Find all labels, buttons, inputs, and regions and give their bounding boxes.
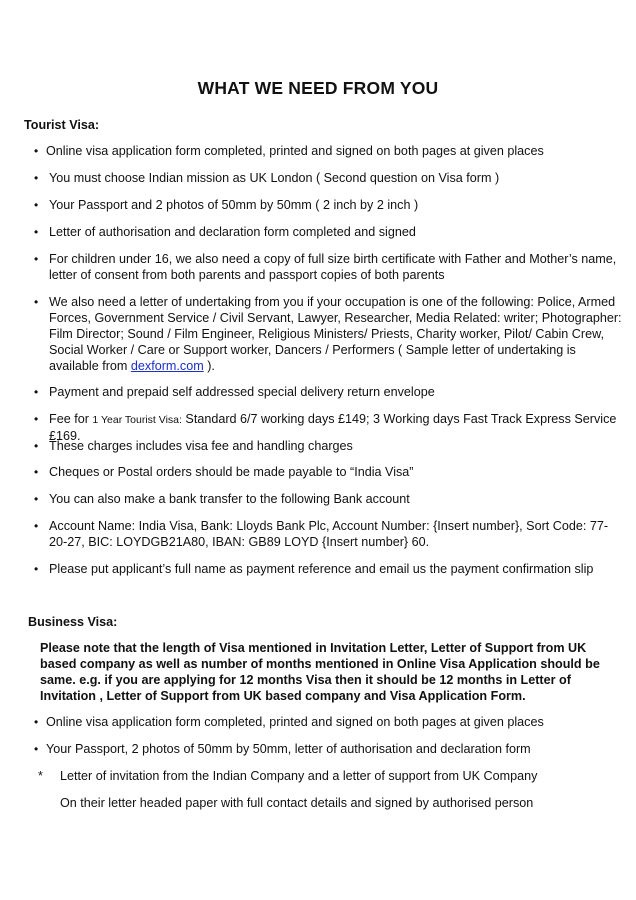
bullet-icon: • <box>34 295 39 309</box>
bullet-icon: • <box>34 465 39 479</box>
bullet-icon: • <box>34 742 39 756</box>
bullet-icon: • <box>34 519 39 533</box>
list-item-bank: • Account Name: India Visa, Bank: Lloyds Bank Plc, Account Number: {Insert number}, Sort Code: 77-20-27, BIC: LOYDGB21A80, IBAN: GB89 LOYD {Insert number} 60. <box>34 519 609 549</box>
bullet-icon: • <box>34 252 39 266</box>
list-item: • Payment and prepaid self addressed special delivery return envelope <box>34 385 435 399</box>
tourist-visa-heading: Tourist Visa: <box>24 118 100 132</box>
list-item: • Online visa application form completed, printed and signed on both pages at given places <box>34 144 544 158</box>
page-title: WHAT WE NEED FROM YOU <box>197 78 439 98</box>
bullet-icon: • <box>34 412 39 426</box>
bullet-icon: • <box>34 562 39 576</box>
list-item: • For children under 16, we also need a copy of full size birth certificate with Father and Mother’s name, letter of consent from both parents and passport copies of both parents <box>34 252 617 282</box>
invitation-note: On their letter headed paper with full contact details and signed by authorised person <box>60 796 534 810</box>
bullet-icon: • <box>34 144 39 158</box>
list-item: • Letter of authorisation and declaration form completed and signed <box>34 225 416 239</box>
list-item: • Please put applicant’s full name as payment reference and email us the payment confirmation slip <box>34 562 594 576</box>
bullet-icon: • <box>34 171 39 185</box>
list-item: • Your Passport, 2 photos of 50mm by 50mm, letter of authorisation and declaration form <box>34 742 531 756</box>
bullet-icon: • <box>34 715 39 729</box>
list-item-undertaking: • We also need a letter of undertaking from you if your occupation is one of the following: Police, Armed Forces, Government Service / Civil Servant, Lawyer, Researcher, Media Related: writer; Photographer: Film Director; Sound / Film Engineer, Religious Ministers/ Priests, Charity worker, Pilot/ Cabin Crew, Social Worker / Care or Support worker, Dancers / Performers ( Sample letter of undertaking is available from dexform.com ). <box>34 295 622 373</box>
bullet-icon: • <box>34 198 39 212</box>
bullet-icon: • <box>34 492 39 506</box>
business-visa-heading: Business Visa: <box>28 615 118 629</box>
list-item: • Cheques or Postal orders should be made payable to “India Visa” <box>34 465 414 479</box>
list-item: • You can also make a bank transfer to the following Bank account <box>34 492 410 506</box>
list-item: • Online visa application form completed, printed and signed on both pages at given places <box>34 715 544 729</box>
list-item-invitation: * Letter of invitation from the Indian Company and a letter of support from UK Company <box>38 769 538 783</box>
dexform-link[interactable]: dexform.com <box>130 359 204 373</box>
list-item: • These charges includes visa fee and handling charges <box>34 439 353 453</box>
asterisk-icon: * <box>38 769 43 783</box>
list-item-fee: • Fee for 1 Year Tourist Visa: Standard 6/7 working days £149; 3 Working days Fast Track Express Service £169. <box>34 412 617 443</box>
bullet-icon: • <box>34 439 39 453</box>
business-notice: Please note that the length of Visa mentioned in Invitation Letter, Letter of Support from UK based company as well as number of months mentioned in Online Visa Application should be same. e.g. if you are applying for 12 months Visa then it should be 12 months in Letter of Invitation , Letter of Support from UK based company and Visa Application Form. <box>40 641 600 703</box>
bullet-icon: • <box>34 385 39 399</box>
list-item: • Your Passport and 2 photos of 50mm by 50mm ( 2 inch by 2 inch ) <box>34 198 419 212</box>
bullet-icon: • <box>34 225 39 239</box>
list-item: • You must choose Indian mission as UK London ( Second question on Visa form ) <box>34 171 500 185</box>
